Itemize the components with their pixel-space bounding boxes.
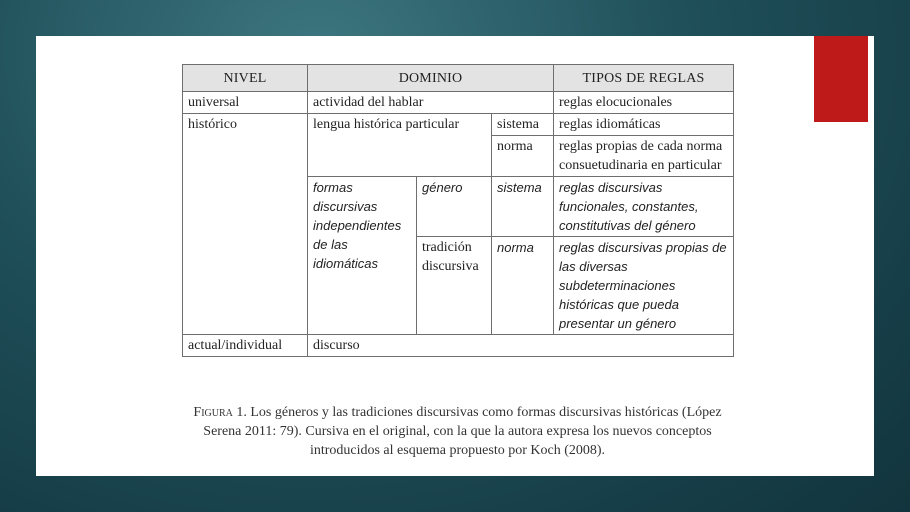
tradicion-norma: norma — [492, 237, 554, 335]
genero-sistema: sistema — [492, 177, 554, 237]
caption-number: 1. — [236, 405, 247, 420]
nivel-actual-individual: actual/individual — [183, 335, 308, 357]
figure-caption — [182, 403, 733, 460]
cell-genero: género — [417, 177, 492, 237]
table-row-historico-sistema — [183, 114, 734, 136]
table-row-universal — [183, 92, 734, 114]
red-ribbon-decoration — [814, 36, 868, 122]
historico-sistema: sistema — [492, 114, 554, 136]
nivel-universal: universal — [183, 92, 308, 114]
slide-canvas — [36, 36, 874, 476]
reglas-idiomaticas: reglas idiomáticas — [554, 114, 734, 136]
cell-tradicion-discursiva: tradición discursiva — [417, 237, 492, 335]
header-dominio: DOMINIO — [308, 65, 554, 92]
dominio-formas-discursivas: formas discursivas independientes de las idiomáticas — [308, 177, 417, 335]
historico-norma: norma — [492, 136, 554, 177]
reglas-elocucionales: reglas elocucionales — [554, 92, 734, 114]
nivel-historico: histórico — [183, 114, 308, 335]
table-row-actual — [183, 335, 734, 357]
scheme-table — [182, 64, 734, 357]
caption-text: Los géneros y las tradiciones discursivas como formas discursivas históricas (López Serena 2011: 79). Cursiva en el original, con la que la autora expresa los nuevos conceptos introducidos al esquema propuesto por Koch (2008). — [203, 405, 722, 458]
dominio-discurso: discurso — [308, 335, 734, 357]
header-tipos-de-reglas: TIPOS DE REGLAS — [554, 65, 734, 92]
header-nivel: NIVEL — [183, 65, 308, 92]
header-row — [183, 65, 734, 92]
reglas-norma-consuetudinaria: reglas propias de cada norma consuetudinaria en particular — [554, 136, 734, 177]
reglas-discursivas-funcionales: reglas discursivas funcionales, constantes, constitutivas del género — [554, 177, 734, 237]
dominio-lengua-historica: lengua histórica particular — [308, 114, 492, 177]
dominio-actividad-del-hablar: actividad del hablar — [308, 92, 554, 114]
caption-label: Figura — [193, 405, 233, 420]
reglas-discursivas-propias: reglas discursivas propias de las diversas subdeterminaciones históricas que pueda presentar un género — [554, 237, 734, 335]
